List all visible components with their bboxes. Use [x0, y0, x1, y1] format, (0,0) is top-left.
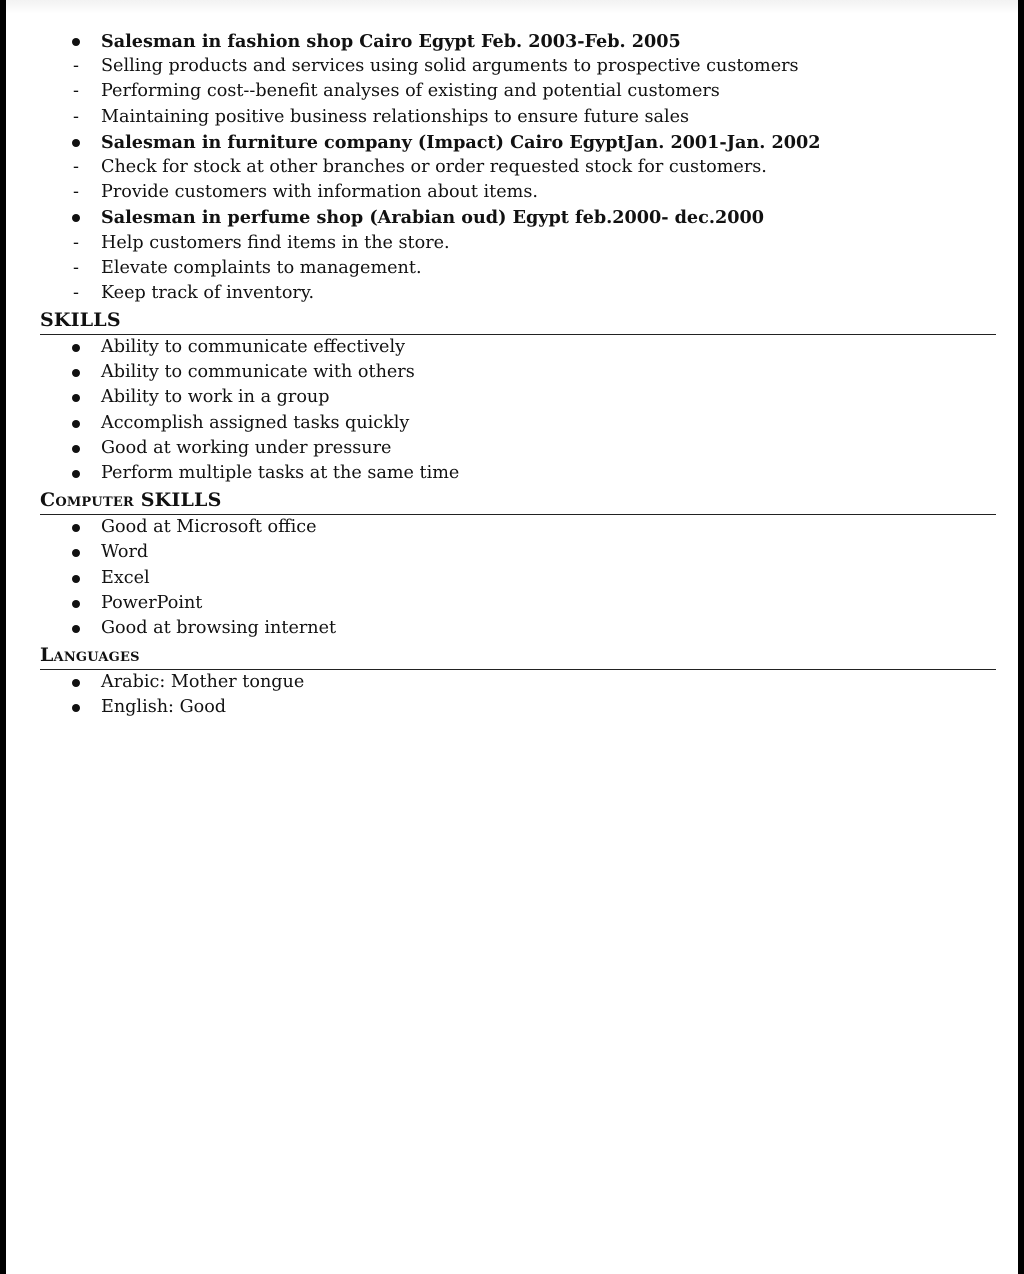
- languages-list: [6, 670, 1018, 720]
- dash-icon: -: [73, 282, 79, 303]
- dash-icon: -: [73, 156, 79, 177]
- job-duty: - Provide customers with information about items.: [6, 180, 1018, 205]
- page-top-edge: [6, 0, 1018, 14]
- dash-icon: -: [73, 257, 79, 278]
- resume-content: [6, 29, 1018, 721]
- job-title: Salesman in perfume shop (Arabian oud) Egypt feb.2000- dec.2000: [101, 207, 764, 229]
- job-duty: - Elevate complaints to management.: [6, 256, 1018, 281]
- dash-icon: -: [73, 106, 79, 127]
- job-duty: - Maintaining positive business relationships to ensure future sales: [6, 105, 1018, 130]
- list-item: Ability to work in a group: [101, 387, 330, 408]
- list-item: Word: [101, 542, 149, 563]
- list-item: English: Good: [101, 697, 227, 718]
- list-item: Good at Microsoft office: [101, 517, 317, 538]
- list-item: Accomplish assigned tasks quickly: [101, 412, 410, 433]
- job-title: Salesman in fashion shop Cairo Egypt Feb. 2003-Feb. 2005: [101, 31, 681, 52]
- job-duty: - Keep track of inventory.: [6, 281, 1018, 306]
- computer-skills-list: [6, 515, 1018, 641]
- section-heading-skills: SKILLS: [40, 306, 996, 335]
- section-heading-computer-skills: Computer SKILLS: [40, 486, 996, 515]
- job-duty: - Performing cost--benefit analyses of existing and potential customers: [6, 79, 1018, 104]
- job-duty: - Check for stock at other branches or order requested stock for customers.: [6, 155, 1018, 180]
- job-title: Salesman in furniture company (Impact) Cairo EgyptJan. 2001-Jan. 2002: [101, 131, 821, 153]
- list-item: PowerPoint: [101, 592, 203, 613]
- list-item: Arabic: Mother tongue: [101, 672, 305, 693]
- document-page: [6, 0, 1018, 1274]
- list-item: Ability to communicate with others: [101, 362, 415, 383]
- job-duty: - Selling products and services using solid arguments to prospective customers: [6, 54, 1018, 79]
- dash-icon: -: [73, 182, 79, 203]
- dash-icon: -: [73, 232, 79, 253]
- dash-icon: -: [73, 56, 79, 77]
- job-duty: - Help customers find items in the store.: [6, 231, 1018, 256]
- dash-icon: -: [73, 81, 79, 102]
- list-item: Good at browsing internet: [101, 617, 337, 638]
- list-item: Ability to communicate effectively: [101, 337, 406, 358]
- experience-list: [6, 29, 1018, 306]
- skills-list: [6, 335, 1018, 486]
- list-item: Excel: [101, 567, 150, 588]
- list-item: Good at working under pressure: [101, 437, 392, 458]
- section-heading-languages: Languages: [40, 641, 996, 670]
- list-item: Perform multiple tasks at the same time: [101, 463, 460, 483]
